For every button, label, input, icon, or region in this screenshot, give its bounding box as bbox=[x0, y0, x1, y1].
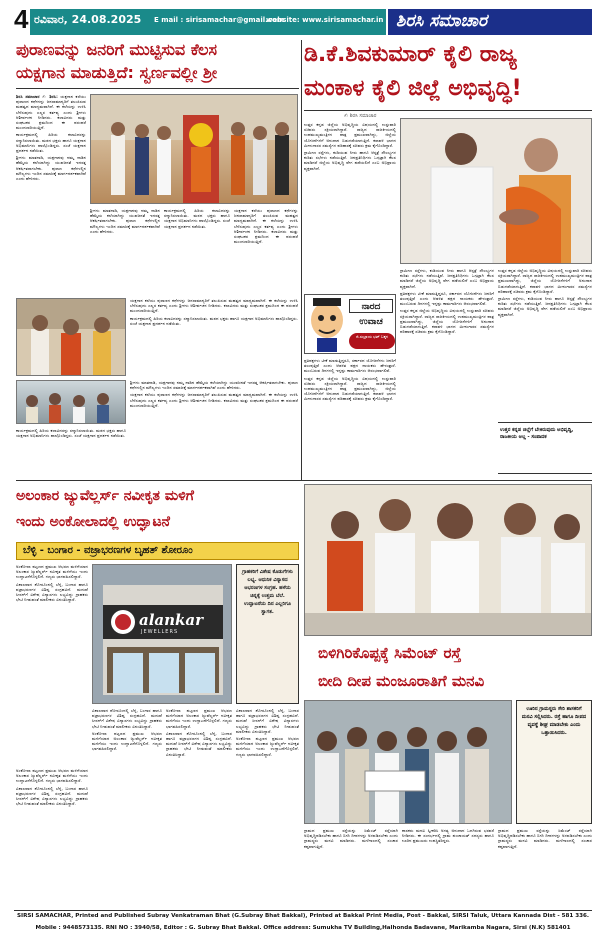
story2-body-col3-b: ಪ್ರತಿಪಕ್ಷಗಳು ಟೀಕೆ ಮಾಡುತ್ತಿದ್ದರೂ, ಸರ್ಕಾರದ ಯೋಜನೆಗಳು ಜನರಿಗೆ ತಲುಪುತ್ತಿವೆ ಎಂದು ಆಡಳಿತ ಪಕ್ಷದ ನಾಯಕರು ಹೇಳುತ್ತಾರೆ. ಮುಂಬರುವ ದಿನಗಳಲ್ಲಿ ಇನ್ನಷ್ಟು ಕಾಮಗಾರಿಗಳು ಆರಂಭವಾಗಲಿವೆ. bbox=[400, 290, 494, 307]
story2-body-col2 bbox=[304, 358, 396, 476]
story2-byline: ✍ ಶಿರಸಿ ಸಮಾಚಾರ bbox=[344, 113, 377, 119]
story2-body-col3 bbox=[400, 268, 494, 476]
story2-body-col1-b: ಗ್ರಾಮೀಣ ರಸ್ತೆಗಳು, ಕುಡಿಯುವ ನೀರು ಹಾಗೂ ಆಸ್ಪತ್ರೆ ಸೌಲಭ್ಯಗಳ ಕುರಿತು ಸಭೆಗಳು ನಡೆಯುತ್ತಿವೆ. ಜನಪ್ರತಿನಿಧಿಗಳು ಒಗ್ಗಟ್ಟಾಗಿ ಕೆಲಸ ಮಾಡಿದರೆ ಜಿಲ್ಲೆಯ ಅಭಿವೃದ್ಧಿ ವೇಗ ಪಡೆಯಲಿದೆ ಎಂಬ ಅಭಿಪ್ರಾಯ ವ್ಯಕ್ತವಾಗಿದೆ. bbox=[304, 150, 396, 171]
ad-headline-line1: ಅಲಂಕಾರ ಜ್ಯುವೆಲ್ಲರ್ಸ್ ನವೀಕೃತ ಮಳಿಗೆ bbox=[16, 488, 194, 504]
felicitation-illustration bbox=[17, 299, 126, 376]
masthead-email[interactable]: E mail : sirisamachar@gmail.com bbox=[154, 16, 285, 24]
story1-body-col1 bbox=[16, 94, 86, 294]
story1-body-col7 bbox=[16, 428, 126, 474]
story2-headline-box bbox=[304, 39, 592, 111]
story2-body-col1 bbox=[304, 122, 396, 290]
story3-side-box-text: ಊರಿನ ಗ್ರಾಮಸ್ಥರು ಸೇರಿ ಶಾಸಕರಿಗೆ ಮನವಿ ಸಲ್ಲಿಸಿದರು. ರಸ್ತೆ ಹಾಗೂ ದೀಪದ ವ್ಯವಸ್ಥೆ ಶೀಘ್ರ ಮಾಡಬೇಕು ಎಂದು ಒತ್ತಾಯಿಸಿದರು. bbox=[521, 706, 587, 736]
story1-headline-line1: ಪುರಾಣವನ್ನು ಜನರಿಗೆ ಮುಟ್ಟಿಸುವ ಕೆಲಸ bbox=[16, 40, 217, 59]
story1-body-col4 bbox=[234, 208, 298, 294]
story3-side-box bbox=[516, 700, 592, 824]
column-divider bbox=[301, 40, 302, 480]
narada-cartoon-icon bbox=[307, 296, 347, 354]
story1-body-b: ಕಾರ್ಯಕ್ರಮದಲ್ಲಿ ಹಿರಿಯ ಕಲಾವಿದರನ್ನು ಸನ್ಮಾನಿಸಲಾಯಿತು. ಮಠದ ಭಕ್ತರು ಹಾಗೂ ಯಕ್ಷಗಾನ ಅಭಿಮಾನಿಗಳು ಪಾಲ್ಗೊಂಡಿದ್ದರು. ಸಂಜೆ ಯಕ್ಷಗಾನ ಪ್ರದರ್ಶನ ನಡೆಯಿತು. bbox=[16, 132, 86, 154]
masthead bbox=[14, 3, 592, 37]
ad-body-col4-a: ವಿಶಾಲವಾದ ಶೋರೂಂನಲ್ಲಿ ಬೆಳ್ಳಿ, ಬಂಗಾರ ಹಾಗೂ ವಜ್ರಾಭರಣಗಳ ವಿಶಿಷ್ಟ ಸಂಗ್ರಹವಿದೆ. ಮದುವೆ ಸೀಸನ್‌ಗೆ ವಿಶೇಷ ವಿನ್ಯಾಸಗಳು ಲಭ್ಯವಿದ್ದು ಗ್ರಾಹಕರು ಭೇಟಿ ನೀಡುವಂತೆ ಮಾಲೀಕರು ವಿನಂತಿಸಿದ್ದಾರೆ. bbox=[236, 708, 299, 734]
ad-body-col3 bbox=[166, 708, 232, 906]
story2-body-col4-b: ಗ್ರಾಮೀಣ ರಸ್ತೆಗಳು, ಕುಡಿಯುವ ನೀರು ಹಾಗೂ ಆಸ್ಪತ್ರೆ ಸೌಲಭ್ಯಗಳ ಕುರಿತು ಸಭೆಗಳು ನಡೆಯುತ್ತಿವೆ. ಜನಪ್ರತಿನಿಧಿಗಳು ಒಗ್ಗಟ್ಟಾಗಿ ಕೆಲಸ ಮಾಡಿದರೆ ಜಿಲ್ಲೆಯ ಅಭಿವೃದ್ಧಿ ವೇಗ ಪಡೆಯಲಿದೆ ಎಂಬ ಅಭಿಪ್ರಾಯ ವ್ಯಕ್ತವಾಗಿದೆ. bbox=[498, 296, 592, 317]
meeting-illustration bbox=[305, 485, 592, 636]
story1-felicitation-photo bbox=[16, 298, 126, 376]
ad-body-col3-a: ಅಂಕೋಲಾ ಪಟ್ಟಣದ ಪ್ರಮುಖ ಆಭರಣ ಮಳಿಗೆಯಾದ ಅಲಂಕಾರ ಜ್ಯುವೆಲ್ಲರ್ಸ್ ನವೀಕೃತ ಮಳಿಗೆಯು ಇಂದು ಉದ್ಘಾಟನೆಗೊಳ್ಳಲಿದೆ. ಗಣ್ಯರು ಭಾಗವಹಿಸಲಿದ್ದಾರೆ. bbox=[166, 708, 232, 729]
ad-headline-box bbox=[16, 484, 299, 540]
story3-body-col2 bbox=[402, 828, 494, 906]
story1-body-c: ಶ್ರೀಗಳು ಮಾತನಾಡಿ, ಯಕ್ಷಗಾನವು ನಮ್ಮ ನಾಡಿನ ಹೆಮ್ಮೆಯ ಕಲೆಯಾಗಿದ್ದು ಯುವಜನತೆ ಇದರತ್ತ ಆಕರ್ಷಿತರಾಗಬೇಕು. ಪುರಾಣ ಕಥೆಗಳಲ್ಲಿನ ಮೌಲ್ಯಗಳು ಇಂದಿನ ಸಮಾಜಕ್ಕೆ ಮಾರ್ಗದರ್ಶಕವಾಗಿವೆ ಎಂದು ಹೇಳಿದರು. bbox=[16, 155, 86, 182]
story3-top-photo bbox=[304, 484, 592, 636]
story1-body-col6-text-b: ಯಕ್ಷಗಾನ ಕಲೆಯು ಪುರಾಣದ ಕಥೆಗಳನ್ನು ಜನಸಾಮಾನ್ಯರಿಗೆ ತಲುಪಿಸುವ ಮಹತ್ವದ ಮಾಧ್ಯಮವಾಗಿದೆ. ಈ ಕಲೆಯನ್ನು ಉಳಿಸಿ ಬೆಳೆಸುವುದು ಎಲ್ಲರ ಕರ್ತವ್ಯ ಎಂದು ಶ್ರೀಗಳು ಆಶೀರ್ವಚನ ನೀಡಿದರು. ಕಲಾವಿದರು ಮತ್ತು ಸಂಘಟಕರ ಶ್ರಮದಿಂದ ಈ ಪರಂಪರೆ ಮುಂದುವರಿಯುತ್ತಿದೆ. bbox=[130, 392, 298, 408]
villagers-group-illustration bbox=[305, 701, 512, 824]
yakshagana-stage-illustration bbox=[91, 95, 298, 204]
story1-body-col5-text-a: ಯಕ್ಷಗಾನ ಕಲೆಯು ಪುರಾಣದ ಕಥೆಗಳನ್ನು ಜನಸಾಮಾನ್ಯರಿಗೆ ತಲುಪಿಸುವ ಮಹತ್ವದ ಮಾಧ್ಯಮವಾಗಿದೆ. ಈ ಕಲೆಯನ್ನು ಉಳಿಸಿ ಬೆಳೆಸುವುದು ಎಲ್ಲರ ಕರ್ತವ್ಯ ಎಂದು ಶ್ರೀಗಳು ಆಶೀರ್ವಚನ ನೀಡಿದರು. ಕಲಾವಿದರು ಮತ್ತು ಸಂಘಟಕರ ಶ್ರಮದಿಂದ ಈ ಪರಂಪರೆ ಮುಂದುವರಿಯುತ್ತಿದೆ. bbox=[130, 298, 298, 314]
story2-body-col2-a: ಪ್ರತಿಪಕ್ಷಗಳು ಟೀಕೆ ಮಾಡುತ್ತಿದ್ದರೂ, ಸರ್ಕಾರದ ಯೋಜನೆಗಳು ಜನರಿಗೆ ತಲುಪುತ್ತಿವೆ ಎಂದು ಆಡಳಿತ ಪಕ್ಷದ ನಾಯಕರು ಹೇಳುತ್ತಾರೆ. ಮುಂಬರುವ ದಿನಗಳಲ್ಲಿ ಇನ್ನಷ್ಟು ಕಾಮಗಾರಿಗಳು ಆರಂಭವಾಗಲಿವೆ. bbox=[304, 358, 396, 374]
masthead-bar bbox=[30, 9, 386, 35]
ad-offer-text: ಗ್ರಾಹಕರಿಗೆ ವಿಶೇಷ ಕೊಡುಗೆಗಳು ಲಭ್ಯ. ಆಧುನಿಕ ವಿನ್ಯಾಸದ ಆಭರಣಗಳ ಸಂಗ್ರಹ. ಹಳೆಯ ಚಿನ್ನಕ್ಕೆ ಉತ್ತಮ ಬೆಲೆ. ಉದ್ಘಾಟನೆಯ ದಿನ ಎಲ್ಲರಿಗೂ ಸ್ವಾಗತ. bbox=[242, 569, 293, 615]
story2-body-col1-a: ಉತ್ತರ ಕನ್ನಡ ಜಿಲ್ಲೆಯ ಅಭಿವೃದ್ಧಿಯ ವಿಷಯದಲ್ಲಿ ಉಸ್ತುವಾರಿ ಸಚಿವರು ಸಕ್ರಿಯರಾಗಿದ್ದಾರೆ. ರಾಜ್ಯದ ರಾಜಕೀಯದಲ್ಲಿ ಉಪಮುಖ್ಯಮಂತ್ರಿಗಳ ಪಾತ್ರ ಪ್ರಮುಖವಾಗಿದ್ದು, ಜಿಲ್ಲೆಯ ಯೋಜನೆಗಳಿಗೆ ಅನುದಾನ ಬಿಡುಗಡೆಯಾಗುತ್ತಿದೆ. ಕರಾವಳಿ ಭಾಗದ ಮೀನುಗಾರರ ಸಮಸ್ಯೆಗಳ ಪರಿಹಾರಕ್ಕೆ ಸಚಿವರು ಕ್ರಮ ಕೈಗೊಂಡಿದ್ದಾರೆ. bbox=[304, 122, 396, 148]
ad-tagline: ಬೆಳ್ಳಿ - ಬಂಗಾರ - ವಜ್ರಾಭರಣಗಳ ಬೃಹತ್ ಶೋರೂಂ bbox=[23, 545, 193, 556]
ad-body-col5 bbox=[16, 768, 88, 906]
story1-body-col7-text: ಕಾರ್ಯಕ್ರಮದಲ್ಲಿ ಹಿರಿಯ ಕಲಾವಿದರನ್ನು ಸನ್ಮಾನಿಸಲಾಯಿತು. ಮಠದ ಭಕ್ತರು ಹಾಗೂ ಯಕ್ಷಗಾನ ಅಭಿಮಾನಿಗಳು ಪಾಲ್ಗೊಂಡಿದ್ದರು. ಸಂಜೆ ಯಕ್ಷಗಾನ ಪ್ರದರ್ಶನ ನಡೆಯಿತು. bbox=[16, 428, 126, 439]
ad-body-col4 bbox=[236, 708, 299, 906]
story3-body-col3 bbox=[498, 828, 592, 906]
narada-column-badge bbox=[304, 294, 396, 354]
narada-subtitle: ಉವಾಚ bbox=[359, 317, 383, 327]
story3-body-col2-a: ಶಾಸಕರು ಮನವಿ ಸ್ವೀಕರಿಸಿ ಅಗತ್ಯ ಅನುದಾನ ಒದಗಿಸುವ ಭರವಸೆ ನೀಡಿದರು. ಈ ಸಂದರ್ಭದಲ್ಲಿ ಗ್ರಾಮ ಪಂಚಾಯತ್ ಸದಸ್ಯರು ಹಾಗೂ ಊರಿನ ಪ್ರಮುಖರು ಉಪಸ್ಥಿತರಿದ್ದರು. bbox=[402, 828, 494, 844]
story2-headline-line2: ಮಂಕಾಳ ಕೈಲಿ ಜಿಲ್ಲೆ ಅಭಿವೃದ್ಧಿ! bbox=[304, 76, 522, 101]
footer-rule bbox=[14, 910, 592, 911]
ad-shop-sign-sub: JEWELLERS bbox=[141, 629, 179, 635]
story3-body-col1 bbox=[304, 828, 398, 906]
issue-date: ರವಿವಾರ, 24.08.2025 bbox=[34, 13, 142, 26]
story3-headline-line1: ಬಿಳಿಗಿರಿಕೊಪ್ಪಕ್ಕೆ ಸಿಮೆಂಟ್ ರಸ್ತೆ bbox=[318, 644, 462, 662]
footer-imprint-line1: SIRSI SAMACHAR, Printed and Published Subray Venkatraman Bhat (G.Subray Bhat Bakkal), Printed at Bakkal Print Media, Post - Bakkal, SIRSI Taluk, Uttara Kannada Dist - 581 336. bbox=[16, 913, 590, 919]
story3-headline-line2: ಬೀದಿ ದೀಪ ಮಂಜೂರಾತಿಗೆ ಮನವಿ bbox=[318, 672, 485, 690]
story2-body-col3-a: ಗ್ರಾಮೀಣ ರಸ್ತೆಗಳು, ಕುಡಿಯುವ ನೀರು ಹಾಗೂ ಆಸ್ಪತ್ರೆ ಸೌಲಭ್ಯಗಳ ಕುರಿತು ಸಭೆಗಳು ನಡೆಯುತ್ತಿವೆ. ಜನಪ್ರತಿನಿಧಿಗಳು ಒಗ್ಗಟ್ಟಾಗಿ ಕೆಲಸ ಮಾಡಿದರೆ ಜಿಲ್ಲೆಯ ಅಭಿವೃದ್ಧಿ ವೇಗ ಪಡೆಯಲಿದೆ ಎಂಬ ಅಭಿಪ್ರಾಯ ವ್ಯಕ್ತವಾಗಿದೆ. bbox=[400, 268, 494, 289]
story2-body-col2-b: ಉತ್ತರ ಕನ್ನಡ ಜಿಲ್ಲೆಯ ಅಭಿವೃದ್ಧಿಯ ವಿಷಯದಲ್ಲಿ ಉಸ್ತುವಾರಿ ಸಚಿವರು ಸಕ್ರಿಯರಾಗಿದ್ದಾರೆ. ರಾಜ್ಯದ ರಾಜಕೀಯದಲ್ಲಿ ಉಪಮುಖ್ಯಮಂತ್ರಿಗಳ ಪಾತ್ರ ಪ್ರಮುಖವಾಗಿದ್ದು, ಜಿಲ್ಲೆಯ ಯೋಜನೆಗಳಿಗೆ ಅನುದಾನ ಬಿಡುಗಡೆಯಾಗುತ್ತಿದೆ. ಕರಾವಳಿ ಭಾಗದ ಮೀನುಗಾರರ ಸಮಸ್ಯೆಗಳ ಪರಿಹಾರಕ್ಕೆ ಸಚಿವರು ಕ್ರಮ ಕೈಗೊಂಡಿದ್ದಾರೆ. bbox=[304, 375, 396, 402]
ad-body-col1-b: ವಿಶಾಲವಾದ ಶೋರೂಂನಲ್ಲಿ ಬೆಳ್ಳಿ, ಬಂಗಾರ ಹಾಗೂ ವಜ್ರಾಭರಣಗಳ ವಿಶಿಷ್ಟ ಸಂಗ್ರಹವಿದೆ. ಮದುವೆ ಸೀಸನ್‌ಗೆ ವಿಶೇಷ ವಿನ್ಯಾಸಗಳು ಲಭ್ಯವಿದ್ದು ಗ್ರಾಹಕರು ಭೇಟಿ ನೀಡುವಂತೆ ಮಾಲೀಕರು ವಿನಂತಿಸಿದ್ದಾರೆ. bbox=[16, 581, 88, 603]
crowd-illustration bbox=[17, 381, 126, 424]
story3-headline-box bbox=[304, 640, 592, 696]
ad-body-col3-b: ವಿಶಾಲವಾದ ಶೋರೂಂನಲ್ಲಿ ಬೆಳ್ಳಿ, ಬಂಗಾರ ಹಾಗೂ ವಜ್ರಾಭರಣಗಳ ವಿಶಿಷ್ಟ ಸಂಗ್ರಹವಿದೆ. ಮದುವೆ ಸೀಸನ್‌ಗೆ ವಿಶೇಷ ವಿನ್ಯಾಸಗಳು ಲಭ್ಯವಿದ್ದು ಗ್ರಾಹಕರು ಭೇಟಿ ನೀಡುವಂತೆ ಮಾಲೀಕರು ವಿನಂತಿಸಿದ್ದಾರೆ. bbox=[166, 730, 232, 757]
story1-body-col3-text: ಕಾರ್ಯಕ್ರಮದಲ್ಲಿ ಹಿರಿಯ ಕಲಾವಿದರನ್ನು ಸನ್ಮಾನಿಸಲಾಯಿತು. ಮಠದ ಭಕ್ತರು ಹಾಗೂ ಯಕ್ಷಗಾನ ಅಭಿಮಾನಿಗಳು ಪಾಲ್ಗೊಂಡಿದ್ದರು. ಸಂಜೆ ಯಕ್ಷಗಾನ ಪ್ರದರ್ಶನ ನಡೆಯಿತು. bbox=[164, 208, 230, 229]
story1-body-col3 bbox=[164, 208, 230, 294]
story3-body-col3-a: ಗ್ರಾಮದ ಪ್ರಮುಖ ರಸ್ತೆಯನ್ನು ಸಿಮೆಂಟ್ ರಸ್ತೆಯಾಗಿ ಅಭಿವೃದ್ಧಿಪಡಿಸಬೇಕು ಹಾಗೂ ಬೀದಿ ದೀಪಗಳನ್ನು ಅಳವಡಿಸಬೇಕು ಎಂದು ಗ್ರಾಮಸ್ಥರು ಮನವಿ ಮಾಡಿದರು. ಮಳೆಗಾಲದಲ್ಲಿ ಸಂಚಾರ ಕಷ್ಟವಾಗುತ್ತಿದೆ. bbox=[498, 828, 592, 849]
story1-body-a: ಯಕ್ಷಗಾನ ಕಲೆಯು ಪುರಾಣದ ಕಥೆಗಳನ್ನು ಜನಸಾಮಾನ್ಯರಿಗೆ ತಲುಪಿಸುವ ಮಹತ್ವದ ಮಾಧ್ಯಮವಾಗಿದೆ. ಈ ಕಲೆಯನ್ನು ಉಳಿಸಿ ಬೆಳೆಸುವುದು ಎಲ್ಲರ ಕರ್ತವ್ಯ ಎಂದು ಶ್ರೀಗಳು ಆಶೀರ್ವಚನ ನೀಡಿದರು. ಕಲಾವಿದರು ಮತ್ತು ಸಂಘಟಕರ ಶ್ರಮದಿಂದ ಈ ಪರಂಪರೆ ಮುಂದುವರಿಯುತ್ತಿದೆ. bbox=[16, 94, 86, 131]
ad-body-col4-b: ಅಂಕೋಲಾ ಪಟ್ಟಣದ ಪ್ರಮುಖ ಆಭರಣ ಮಳಿಗೆಯಾದ ಅಲಂಕಾರ ಜ್ಯುವೆಲ್ಲರ್ಸ್ ನವೀಕೃತ ಮಳಿಗೆಯು ಇಂದು ಉದ್ಘಾಟನೆಗೊಳ್ಳಲಿದೆ. ಗಣ್ಯರು ಭಾಗವಹಿಸಲಿದ್ದಾರೆ. bbox=[236, 736, 299, 757]
narada-title: ನಾರದ bbox=[349, 299, 393, 313]
story1-body-col5-text-b: ಕಾರ್ಯಕ್ರಮದಲ್ಲಿ ಹಿರಿಯ ಕಲಾವಿದರನ್ನು ಸನ್ಮಾನಿಸಲಾಯಿತು. ಮಠದ ಭಕ್ತರು ಹಾಗೂ ಯಕ್ಷಗಾನ ಅಭಿಮಾನಿಗಳು ಪಾಲ್ಗೊಂಡಿದ್ದರು. ಸಂಜೆ ಯಕ್ಷಗಾನ ಪ್ರದರ್ಶನ ನಡೆಯಿತು. bbox=[130, 315, 298, 326]
story2-body-col3-c: ಉತ್ತರ ಕನ್ನಡ ಜಿಲ್ಲೆಯ ಅಭಿವೃದ್ಧಿಯ ವಿಷಯದಲ್ಲಿ ಉಸ್ತುವಾರಿ ಸಚಿವರು ಸಕ್ರಿಯರಾಗಿದ್ದಾರೆ. ರಾಜ್ಯದ ರಾಜಕೀಯದಲ್ಲಿ ಉಪಮುಖ್ಯಮಂತ್ರಿಗಳ ಪಾತ್ರ ಪ್ರಮುಖವಾಗಿದ್ದು, ಜಿಲ್ಲೆಯ ಯೋಜನೆಗಳಿಗೆ ಅನುದಾನ ಬಿಡುಗಡೆಯಾಗುತ್ತಿದೆ. ಕರಾವಳಿ ಭಾಗದ ಮೀನುಗಾರರ ಸಮಸ್ಯೆಗಳ ಪರಿಹಾರಕ್ಕೆ ಸಚಿವರು ಕ್ರಮ ಕೈಗೊಂಡಿದ್ದಾರೆ. bbox=[400, 308, 494, 335]
story1-dateline: ಶಿರಸಿ ಸಮಾಚಾರ ✍ ಶಿರಸಿ: bbox=[16, 94, 58, 99]
ad-body-col2-b: ಅಂಕೋಲಾ ಪಟ್ಟಣದ ಪ್ರಮುಖ ಆಭರಣ ಮಳಿಗೆಯಾದ ಅಲಂಕಾರ ಜ್ಯುವೆಲ್ಲರ್ಸ್ ನವೀಕೃತ ಮಳಿಗೆಯು ಇಂದು ಉದ್ಘಾಟನೆಗೊಳ್ಳಲಿದೆ. ಗಣ್ಯರು ಭಾಗವಹಿಸಲಿದ್ದಾರೆ. bbox=[92, 730, 162, 752]
ad-offer-box bbox=[236, 564, 299, 704]
story1-body-col2 bbox=[90, 208, 160, 294]
story3-body-col1-a: ಗ್ರಾಮದ ಪ್ರಮುಖ ರಸ್ತೆಯನ್ನು ಸಿಮೆಂಟ್ ರಸ್ತೆಯಾಗಿ ಅಭಿವೃದ್ಧಿಪಡಿಸಬೇಕು ಹಾಗೂ ಬೀದಿ ದೀಪಗಳನ್ನು ಅಳವಡಿಸಬೇಕು ಎಂದು ಗ್ರಾಮಸ್ಥರು ಮನವಿ ಮಾಡಿದರು. ಮಳೆಗಾಲದಲ್ಲಿ ಸಂಚಾರ ಕಷ್ಟವಾಗುತ್ತಿದೆ. bbox=[304, 828, 398, 849]
story2-pull-quote-text: ಉತ್ತರ ಕನ್ನಡ ಜಿಲ್ಲೆಗೆ ಬೇಕಿರುವುದು ಅಭಿವೃದ್ಧಿ, ರಾಜಕೀಯ ಅಲ್ಲ - ಸಂಪಾದಕ bbox=[500, 427, 574, 440]
ad-body-col5-b: ವಿಶಾಲವಾದ ಶೋರೂಂನಲ್ಲಿ ಬೆಳ್ಳಿ, ಬಂಗಾರ ಹಾಗೂ ವಜ್ರಾಭರಣಗಳ ವಿಶಿಷ್ಟ ಸಂಗ್ರಹವಿದೆ. ಮದುವೆ ಸೀಸನ್‌ಗೆ ವಿಶೇಷ ವಿನ್ಯಾಸಗಳು ಲಭ್ಯವಿದ್ದು ಗ್ರಾಹಕರು ಭೇಟಿ ನೀಡುವಂತೆ ಮಾಲೀಕರು ವಿನಂತಿಸಿದ್ದಾರೆ. bbox=[16, 785, 88, 807]
brand-bar bbox=[388, 9, 592, 35]
ad-body-col5-a: ಅಂಕೋಲಾ ಪಟ್ಟಣದ ಪ್ರಮುಖ ಆಭರಣ ಮಳಿಗೆಯಾದ ಅಲಂಕಾರ ಜ್ಯುವೆಲ್ಲರ್ಸ್ ನವೀಕೃತ ಮಳಿಗೆಯು ಇಂದು ಉದ್ಘಾಟನೆಗೊಳ್ಳಲಿದೆ. ಗಣ್ಯರು ಭಾಗವಹಿಸಲಿದ್ದಾರೆ. bbox=[16, 768, 88, 784]
ad-body-col2-a: ವಿಶಾಲವಾದ ಶೋರೂಂನಲ್ಲಿ ಬೆಳ್ಳಿ, ಬಂಗಾರ ಹಾಗೂ ವಜ್ರಾಭರಣಗಳ ವಿಶಿಷ್ಟ ಸಂಗ್ರಹವಿದೆ. ಮದುವೆ ಸೀಸನ್‌ಗೆ ವಿಶೇಷ ವಿನ್ಯಾಸಗಳು ಲಭ್ಯವಿದ್ದು ಗ್ರಾಹಕರು ಭೇಟಿ ನೀಡುವಂತೆ ಮಾಲೀಕರು ವಿನಂತಿಸಿದ್ದಾರೆ. bbox=[92, 708, 162, 729]
ad-body-col1 bbox=[16, 564, 88, 764]
footer-imprint-line2: Mobile : 9448573135. RNI NO : 3940/58, Editor : G. Subray Bhat Bakkal. Office address: Sumukha TV Building,Halhonda Badavane, Marikamba Nagara, Sirsi (N.K) 581401 bbox=[35, 925, 571, 931]
story1-body-col6-text-a: ಶ್ರೀಗಳು ಮಾತನಾಡಿ, ಯಕ್ಷಗಾನವು ನಮ್ಮ ನಾಡಿನ ಹೆಮ್ಮೆಯ ಕಲೆಯಾಗಿದ್ದು ಯುವಜನತೆ ಇದರತ್ತ ಆಕರ್ಷಿತರಾಗಬೇಕು. ಪುರಾಣ ಕಥೆಗಳಲ್ಲಿನ ಮೌಲ್ಯಗಳು ಇಂದಿನ ಸಮಾಜಕ್ಕೆ ಮಾರ್ಗದರ್ಶಕವಾಗಿವೆ ಎಂದು ಹೇಳಿದರು. bbox=[130, 380, 298, 391]
ad-tagline-bar bbox=[16, 542, 299, 560]
story2-body-col4 bbox=[498, 268, 592, 418]
story2-body-col4-a: ಉತ್ತರ ಕನ್ನಡ ಜಿಲ್ಲೆಯ ಅಭಿವೃದ್ಧಿಯ ವಿಷಯದಲ್ಲಿ ಉಸ್ತುವಾರಿ ಸಚಿವರು ಸಕ್ರಿಯರಾಗಿದ್ದಾರೆ. ರಾಜ್ಯದ ರಾಜಕೀಯದಲ್ಲಿ ಉಪಮುಖ್ಯಮಂತ್ರಿಗಳ ಪಾತ್ರ ಪ್ರಮುಖವಾಗಿದ್ದು, ಜಿಲ್ಲೆಯ ಯೋಜನೆಗಳಿಗೆ ಅನುದಾನ ಬಿಡುಗಡೆಯಾಗುತ್ತಿದೆ. ಕರಾವಳಿ ಭಾಗದ ಮೀನುಗಾರರ ಸಮಸ್ಯೆಗಳ ಪರಿಹಾರಕ್ಕೆ ಸಚಿವರು ಕ್ರಮ ಕೈಗೊಂಡಿದ್ದಾರೆ. bbox=[498, 268, 592, 294]
newspaper-brand: ಶಿರಸಿ ಸಮಾಚಾರ bbox=[396, 11, 488, 31]
story1-crowd-photo bbox=[16, 380, 126, 424]
story2-headline-line1: ಡಿ.ಕೆ.ಶಿವಕುಮಾರ್ ಕೈಲಿ ರಾಜ್ಯ bbox=[304, 42, 517, 67]
story1-body-col2-text: ಶ್ರೀಗಳು ಮಾತನಾಡಿ, ಯಕ್ಷಗಾನವು ನಮ್ಮ ನಾಡಿನ ಹೆಮ್ಮೆಯ ಕಲೆಯಾಗಿದ್ದು ಯುವಜನತೆ ಇದರತ್ತ ಆಕರ್ಷಿತರಾಗಬೇಕು. ಪುರಾಣ ಕಥೆಗಳಲ್ಲಿನ ಮೌಲ್ಯಗಳು ಇಂದಿನ ಸಮಾಜಕ್ಕೆ ಮಾರ್ಗದರ್ಶಕವಾಗಿವೆ ಎಂದು ಹೇಳಿದರು. bbox=[90, 208, 160, 234]
story1-body-col5 bbox=[130, 298, 298, 376]
ad-showroom-photo bbox=[92, 564, 232, 704]
story1-main-photo bbox=[90, 94, 298, 204]
ad-body-col2 bbox=[92, 708, 162, 906]
section-divider bbox=[16, 480, 592, 481]
story2-pull-quote bbox=[498, 422, 592, 474]
story2-leaders-photo bbox=[400, 118, 592, 264]
masthead-website[interactable]: website: www.sirisamachar.in bbox=[266, 16, 384, 24]
narada-author: ಜಿ.ಸುಬ್ರಾಯ ಭಟ್ ಬಕ್ಕಳ bbox=[349, 333, 395, 349]
leaders-illustration bbox=[401, 119, 592, 264]
ad-shop-sign: alankar bbox=[139, 611, 204, 629]
story3-group-photo bbox=[304, 700, 512, 824]
story1-body-col6 bbox=[130, 380, 298, 474]
story1-body-col4-text: ಯಕ್ಷಗಾನ ಕಲೆಯು ಪುರಾಣದ ಕಥೆಗಳನ್ನು ಜನಸಾಮಾನ್ಯರಿಗೆ ತಲುಪಿಸುವ ಮಹತ್ವದ ಮಾಧ್ಯಮವಾಗಿದೆ. ಈ ಕಲೆಯನ್ನು ಉಳಿಸಿ ಬೆಳೆಸುವುದು ಎಲ್ಲರ ಕರ್ತವ್ಯ ಎಂದು ಶ್ರೀಗಳು ಆಶೀರ್ವಚನ ನೀಡಿದರು. ಕಲಾವಿದರು ಮತ್ತು ಸಂಘಟಕರ ಶ್ರಮದಿಂದ ಈ ಪರಂಪರೆ ಮುಂದುವರಿಯುತ್ತಿದೆ. bbox=[234, 208, 298, 245]
story1-headline-box bbox=[16, 39, 299, 89]
page-number: 4 bbox=[14, 4, 29, 34]
story1-headline-line2: ಯಕ್ಷಗಾನ ಮಾಡುತ್ತಿದೆ: ಸ್ವರ್ಣವಲ್ಲೀ ಶ್ರೀ bbox=[16, 63, 218, 82]
ad-headline-line2: ಇಂದು ಅಂಕೋಲಾದಲ್ಲಿ ಉದ್ಘಾಟನೆ bbox=[16, 514, 170, 530]
ad-body-col1-a: ಅಂಕೋಲಾ ಪಟ್ಟಣದ ಪ್ರಮುಖ ಆಭರಣ ಮಳಿಗೆಯಾದ ಅಲಂಕಾರ ಜ್ಯುವೆಲ್ಲರ್ಸ್ ನವೀಕೃತ ಮಳಿಗೆಯು ಇಂದು ಉದ್ಘಾಟನೆಗೊಳ್ಳಲಿದೆ. ಗಣ್ಯರು ಭಾಗವಹಿಸಲಿದ್ದಾರೆ. bbox=[16, 564, 88, 580]
